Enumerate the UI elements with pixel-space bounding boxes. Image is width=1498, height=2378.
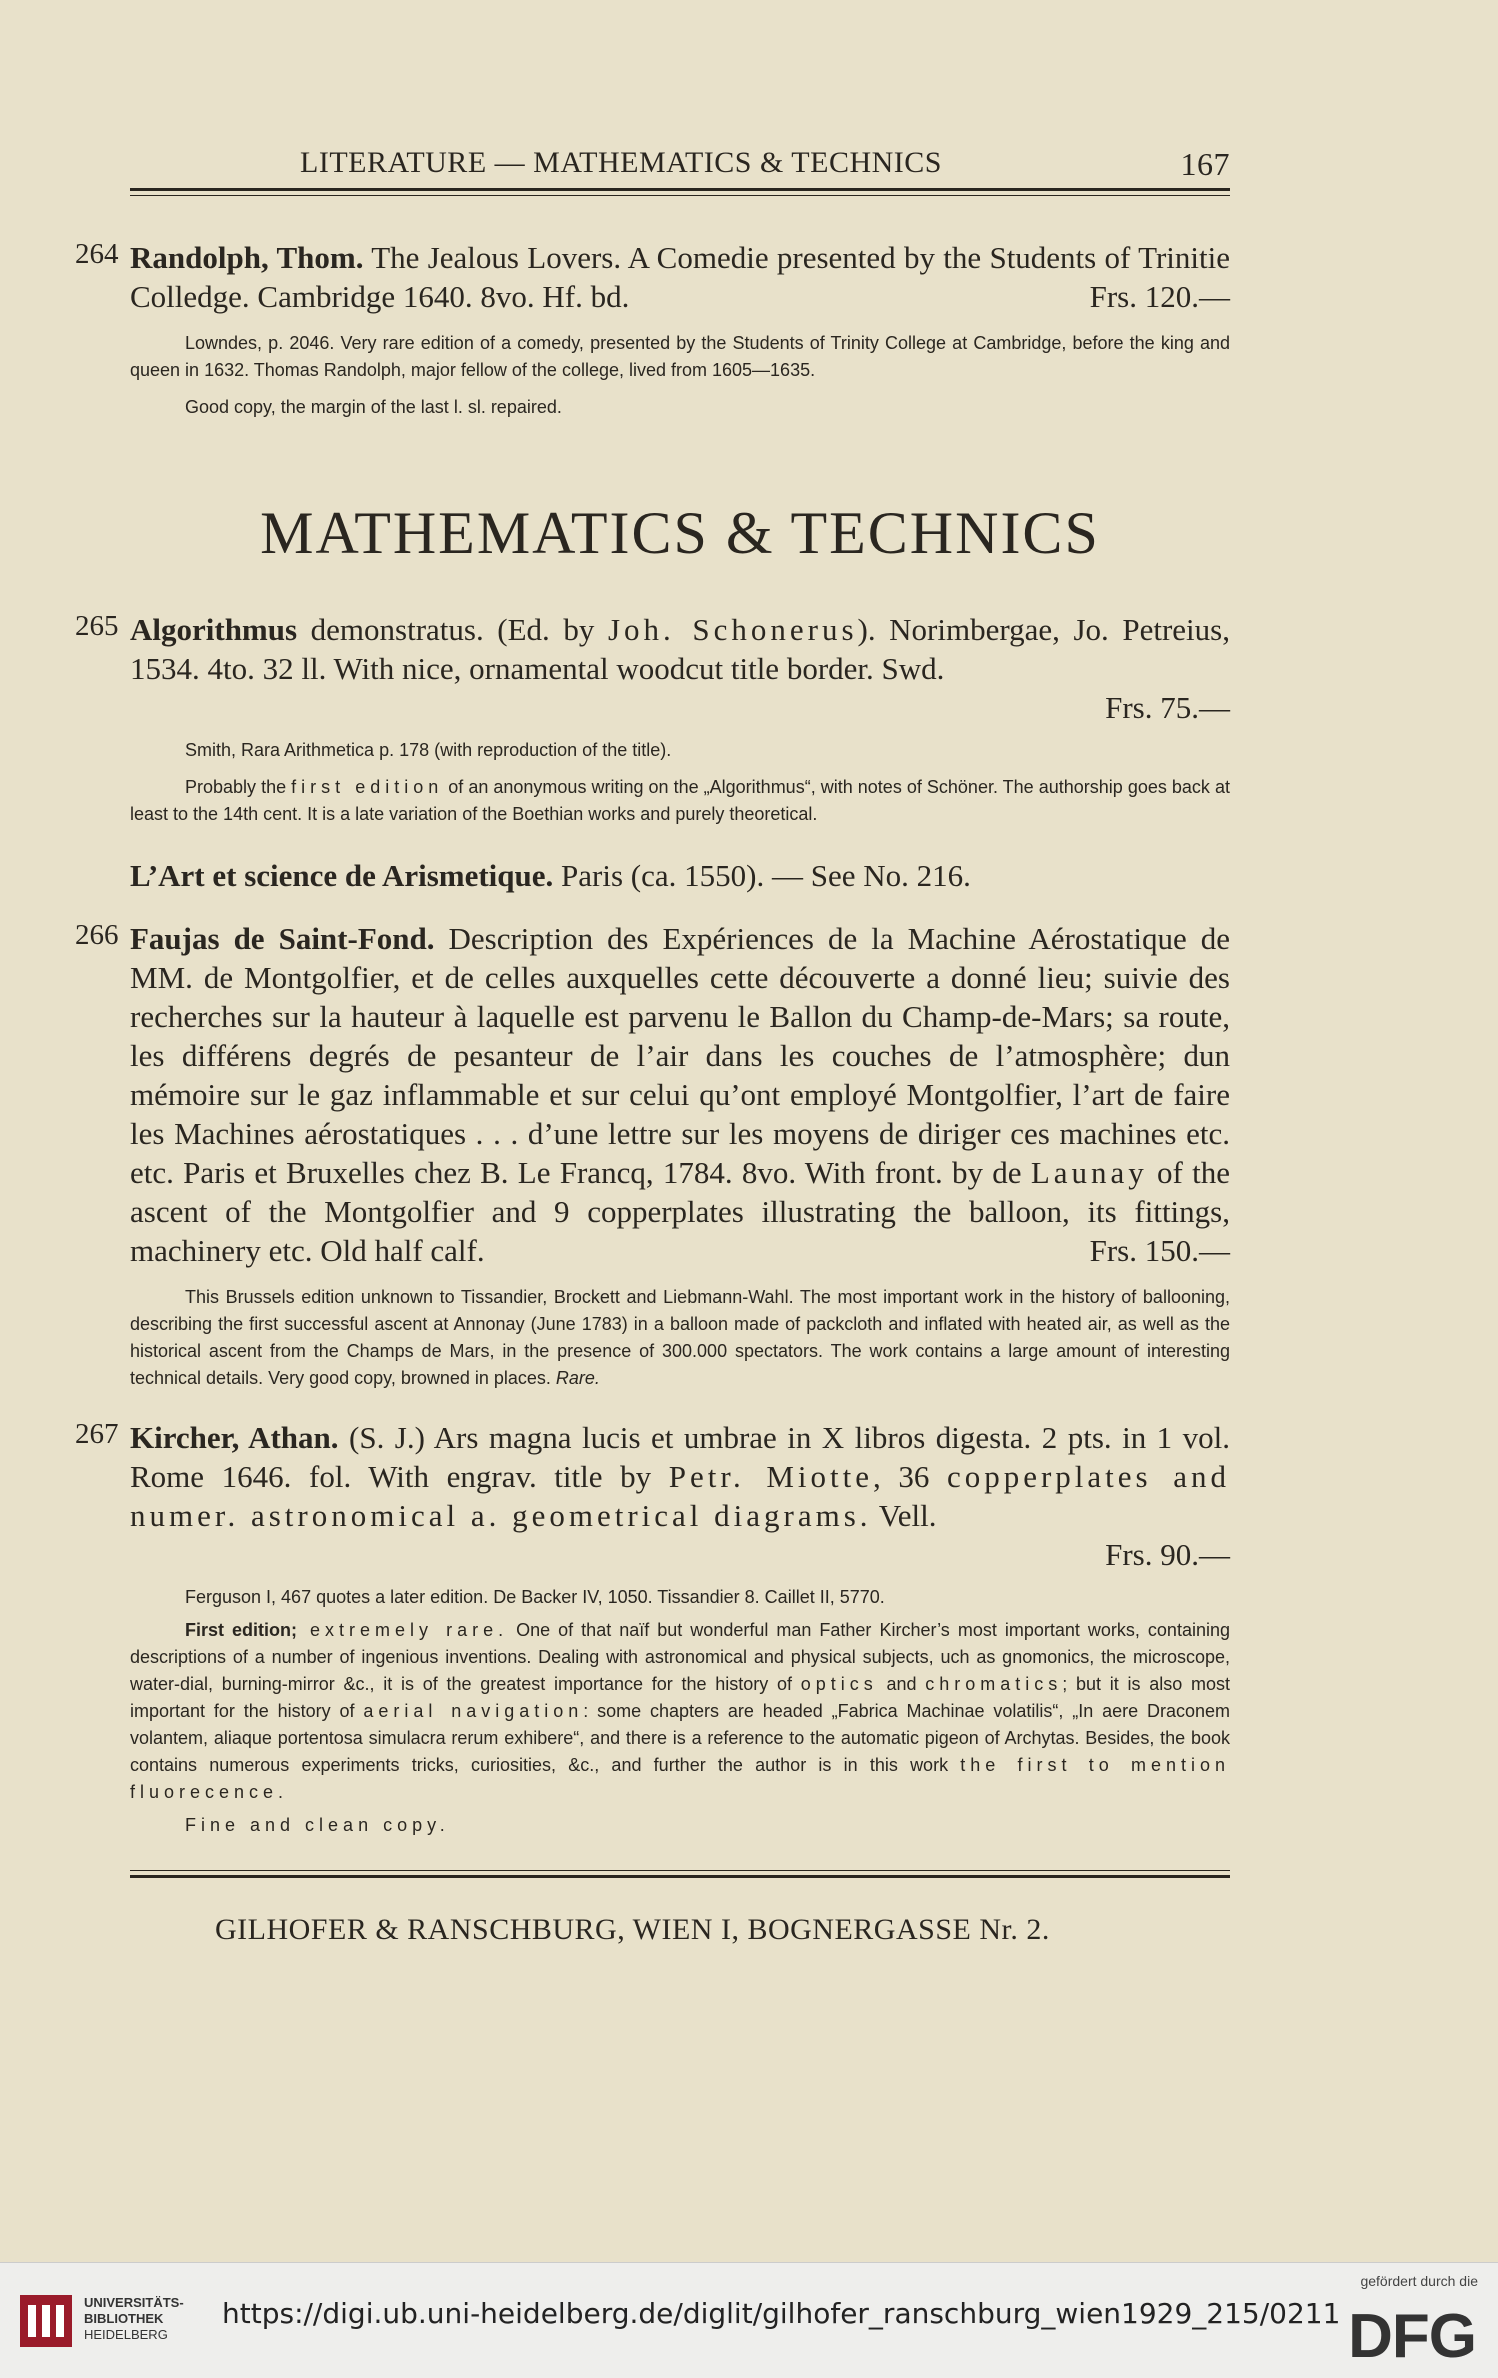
catalog-entry-267 [75, 1418, 1230, 1839]
funding-note: gefördert durch die [1360, 2273, 1478, 2289]
entry-price: Frs. 150.— [1089, 1233, 1230, 1268]
entry-price: Frs. 120.— [1089, 279, 1230, 314]
cross-reference [130, 856, 1230, 895]
entry-author: Algorithmus [130, 612, 298, 647]
entry-text: Description des Expériences de la Machine Aérostatique de MM. de Montgolfier, et de celles auxquelles cette découverte a donné lieu; suivie des recherches sur la hauteur à laquelle est parvenu le Ballon du Champ-de-Mars; sa route, les différens degrés de pesanteur de l’air dans les couches de l’atmosphère; dun mémoire sur le gaz inflammable et sur celui qu’ont employé Montgolfier, l’art de faire les Machines aérostatiques . . . d’une lettre sur les moyens de diriger ces machines etc. etc. Paris et Bruxelles chez B. Le Francq, 1784. 8vo. With front. by de [130, 921, 1231, 1190]
entry-author: Faujas de Saint-Fond. [130, 921, 435, 956]
footer-rule-thin [130, 1870, 1230, 1871]
entry-note: Smith, Rara Arithmetica p. 178 (with reproduction of the title). [185, 740, 672, 760]
digitization-banner [0, 2262, 1498, 2378]
footer-rule-thick [130, 1875, 1230, 1878]
catalog-entry-266 [75, 919, 1231, 1392]
entry-note: Lowndes, p. 2046. Very rare edition of a comedy, presented by the Students of Trinity College at Cambridge, before the king and queen in 1632. Thomas Randolph, major fellow of the college, lived from 1605—1635. [130, 333, 1230, 380]
dfg-logo: DFG [1348, 2302, 1476, 2371]
entry-note: Probably the first edition of an anonymous writing on the „Algorithmus“, with notes of Schöner. The authorship goes back at least to the 14th cent. It is a late variation of the Boethian works and purely theoretical. [130, 777, 1230, 824]
entry-author: Kircher, Athan. [130, 1420, 339, 1455]
section-heading: MATHEMATICS & TECHNICS [260, 500, 1100, 566]
entry-text: ). Norimbergae, Jo. Petreius, 1534. 4to. 32 ll. With nice, ornamental woodcut title border. Swd. [130, 612, 1230, 686]
entry-editor: Joh. Schonerus [607, 612, 858, 647]
entry-price: Frs. 90.— [1105, 1537, 1230, 1572]
entry-author: Randolph, Thom. [130, 240, 364, 275]
entry-price: Frs. 75.— [1105, 690, 1230, 725]
entry-note: First edition; extremely rare. One of that naïf but wonderful man Father Kircher’s most important works, containing descriptions of a number of ingenious inventions. Dealing with astronomical and physical subjects, uch as gnomonics, the microscope, water-dial, burning-mirror &c., it is of the greatest importance for the history of optics and chromatics; but it is also most important for the history of aerial navigation: some chapters are headed „Fabrica Machinae volatilis“, „In aere Draconem volantem, aliaque portentosa simulacra rerum exhibere“, and there is a reference to the automatic pigeon of Archytas. Besides, the book contains numerous experiments tricks, curiosities, &c., and further the author is in this work the first to mention fluorecence. [130, 1620, 1230, 1802]
entry-text: demonstratus. (Ed. by [297, 612, 608, 647]
entry-number: 267 [75, 1418, 119, 1450]
catalog-entry-264 [75, 238, 1230, 421]
page-number: 167 [1180, 146, 1230, 182]
entry-number: 265 [75, 610, 119, 642]
header-rule-thick [130, 188, 1230, 191]
catalog-entry-265 [75, 610, 1230, 828]
entry-text: (S. J.) Ars magna lucis et umbrae in X libros digesta. 2 pts. in 1 vol. Rome 1646. fol. With engrav. title by [130, 1420, 1230, 1494]
entry-description [130, 610, 1230, 688]
entry-description [130, 238, 1230, 316]
entry-note: Fine and clean copy. [185, 1815, 450, 1835]
university-library-logo-icon [18, 2293, 74, 2349]
header-title: LITERATURE — MATHEMATICS & TECHNICS [300, 146, 942, 179]
entry-note: Good copy, the margin of the last l. sl. repaired. [185, 397, 562, 417]
permalink-url[interactable]: https://digi.ub.uni-heidelberg.de/diglit/gilhofer_ranschburg_wien1929_215/0211 [222, 2297, 1341, 2330]
entry-description: Kircher, Athan. (S. J.) Ars magna lucis et umbrae in X libros digesta. 2 pts. in 1 vol. Rome 1646. fol. With engrav. title by Petr. Miotte, 36 copperplates and numer. astronomical a. geometrical diagrams. Vell. [130, 1420, 1230, 1533]
cross-reference-text: Paris (ca. 1550). — See No. 216. [553, 858, 971, 893]
catalog-content [75, 238, 1231, 1839]
entry-text: of the ascent of the Montgolfier and 9 copperplates illustrating the balloon, its fittings, machinery etc. Old half calf. [130, 1155, 1231, 1268]
entry-number: 264 [75, 238, 119, 270]
entry-note: This Brussels edition unknown to Tissandier, Brockett and Liebmann-Wahl. The most important work in the history of ballooning, describing the first successful ascent at Annonay (June 1783) in a balloon made of packcloth and inflated with heated air, as well as the historical ascent from the Champs de Mars, in the presence of 300.000 spectators. The work contains a large amount of interesting technical details. Very good copy, browned in places. Rare. [130, 1287, 1230, 1388]
entry-engraver: Petr. Miotte [668, 1459, 873, 1494]
entry-illustrator: Launay [1030, 1155, 1148, 1190]
cross-reference-title: L’Art et science de Arismetique. [130, 858, 554, 893]
institution-name: UNIVERSITÄTS- BIBLIOTHEK HEIDELBERG [84, 2295, 184, 2342]
header-rule-thin [130, 195, 1230, 196]
entry-text: The Jealous Lovers. A Comedie presented by the Students of Trinitie Colledge. Cambridge 1640. 8vo. Hf. bd. [130, 240, 1230, 314]
entry-description [130, 919, 1230, 1270]
entry-number: 266 [75, 919, 119, 951]
entry-note: Ferguson I, 467 quotes a later edition. De Backer IV, 1050. Tissandier 8. Caillet II, 5770. [185, 1587, 885, 1607]
publisher-footer: GILHOFER & RANSCHBURG, WIEN I, BOGNERGASSE Nr. 2. [215, 1913, 1050, 1946]
entry-plates: copperplates and numer. astronomical a. geometrical diagrams. [130, 1459, 1230, 1533]
